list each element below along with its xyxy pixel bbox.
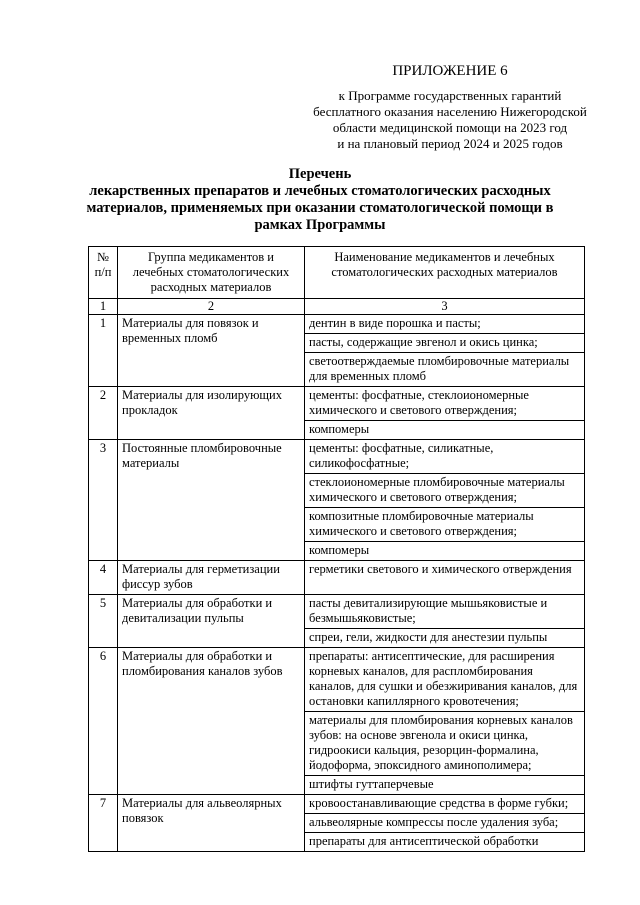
row-item: стеклоиономерные пломбировочные материалы химического и светового отверждения;	[305, 474, 585, 508]
row-group: Материалы для изолирующих прокладок	[118, 387, 305, 440]
document-title-line: рамках Программы	[254, 217, 386, 233]
table-row	[89, 561, 585, 595]
appendix-subtitle-line: области медицинской помощи на 2023 год	[332, 120, 568, 135]
row-item: пасты девитализирующие мышьяковистые и безмышьяковистые;	[305, 595, 585, 629]
row-item: пасты, содержащие эвгенол и окись цинка;	[305, 334, 585, 353]
row-group: Материалы для герметизации фиссур зубов	[118, 561, 305, 595]
row-item: цементы: фосфатные, стеклоиономерные химического и светового отверждения;	[305, 387, 585, 421]
row-item: дентин в виде порошка и пасты;	[305, 315, 585, 334]
appendix-subtitle-line: бесплатного оказания населению Нижегородской	[313, 104, 587, 119]
row-number: 3	[89, 440, 118, 561]
row-item: герметики светового и химического отверждения	[305, 561, 585, 595]
row-group: Материалы для альвеолярных повязок	[118, 795, 305, 852]
row-number: 7	[89, 795, 118, 852]
medicines-table	[88, 246, 585, 852]
row-item: цементы: фосфатные, силикатные, силикофосфатные;	[305, 440, 585, 474]
table-row	[89, 440, 585, 474]
row-item: кровоостанавливающие средства в форме губки;	[305, 795, 585, 814]
column-number-row	[89, 299, 585, 315]
column-number: 3	[305, 299, 585, 315]
table-row	[89, 795, 585, 814]
row-group: Постоянные пломбировочные материалы	[118, 440, 305, 561]
document-title-line: лекарственных препаратов и лечебных стоматологических расходных	[89, 183, 551, 199]
row-item: препараты для антисептической обработки	[305, 833, 585, 852]
table-row	[89, 648, 585, 712]
appendix-subtitle-line: и на плановый период 2024 и 2025 годов	[337, 136, 563, 151]
column-number: 1	[89, 299, 118, 315]
document-title-line: материалов, применяемых при оказании стоматологической помощи в	[86, 200, 554, 216]
row-item: светоотверждаемые пломбировочные материалы для временных пломб	[305, 353, 585, 387]
appendix-subtitle-line: к Программе государственных гарантий	[338, 88, 562, 103]
header-group: Группа медикаментов и лечебных стоматологических расходных материалов	[118, 247, 305, 299]
row-item: композитные пломбировочные материалы химического и светового отверждения;	[305, 508, 585, 542]
row-number: 4	[89, 561, 118, 595]
row-number: 2	[89, 387, 118, 440]
appendix-title: ПРИЛОЖЕНИЕ 6	[392, 63, 508, 79]
row-group: Материалы для повязок и временных пломб	[118, 315, 305, 387]
row-group: Материалы для обработки и пломбирования каналов зубов	[118, 648, 305, 795]
document-title	[60, 166, 580, 234]
row-number: 5	[89, 595, 118, 648]
row-item: компомеры	[305, 421, 585, 440]
table-header-row	[89, 247, 585, 299]
row-item: препараты: антисептические, для расширения корневых каналов, для распломбирования каналов, для сушки и обезжиривания каналов, для остановки капиллярного кровотечения;	[305, 648, 585, 712]
row-group: Материалы для обработки и девитализации пульпы	[118, 595, 305, 648]
column-number: 2	[118, 299, 305, 315]
row-number: 1	[89, 315, 118, 387]
table-row	[89, 595, 585, 629]
header-number: № п/п	[89, 247, 118, 299]
row-number: 6	[89, 648, 118, 795]
row-item: компомеры	[305, 542, 585, 561]
header-names: Наименование медикаментов и лечебных стоматологических расходных материалов	[305, 247, 585, 299]
row-item: альвеолярные компрессы после удаления зуба;	[305, 814, 585, 833]
row-item: материалы для пломбирования корневых каналов зубов: на основе эвгенола и окиси цинка, гидроокиси кальция, резорцин-формалина, йодоформа, эпоксидного аминополимера;	[305, 712, 585, 776]
document-title-line: Перечень	[288, 166, 352, 182]
row-item: штифты гуттаперчевые	[305, 776, 585, 795]
table-row	[89, 387, 585, 421]
appendix-subtitle	[300, 88, 600, 152]
row-item: спреи, гели, жидкости для анестезии пульпы	[305, 629, 585, 648]
table-row	[89, 315, 585, 334]
